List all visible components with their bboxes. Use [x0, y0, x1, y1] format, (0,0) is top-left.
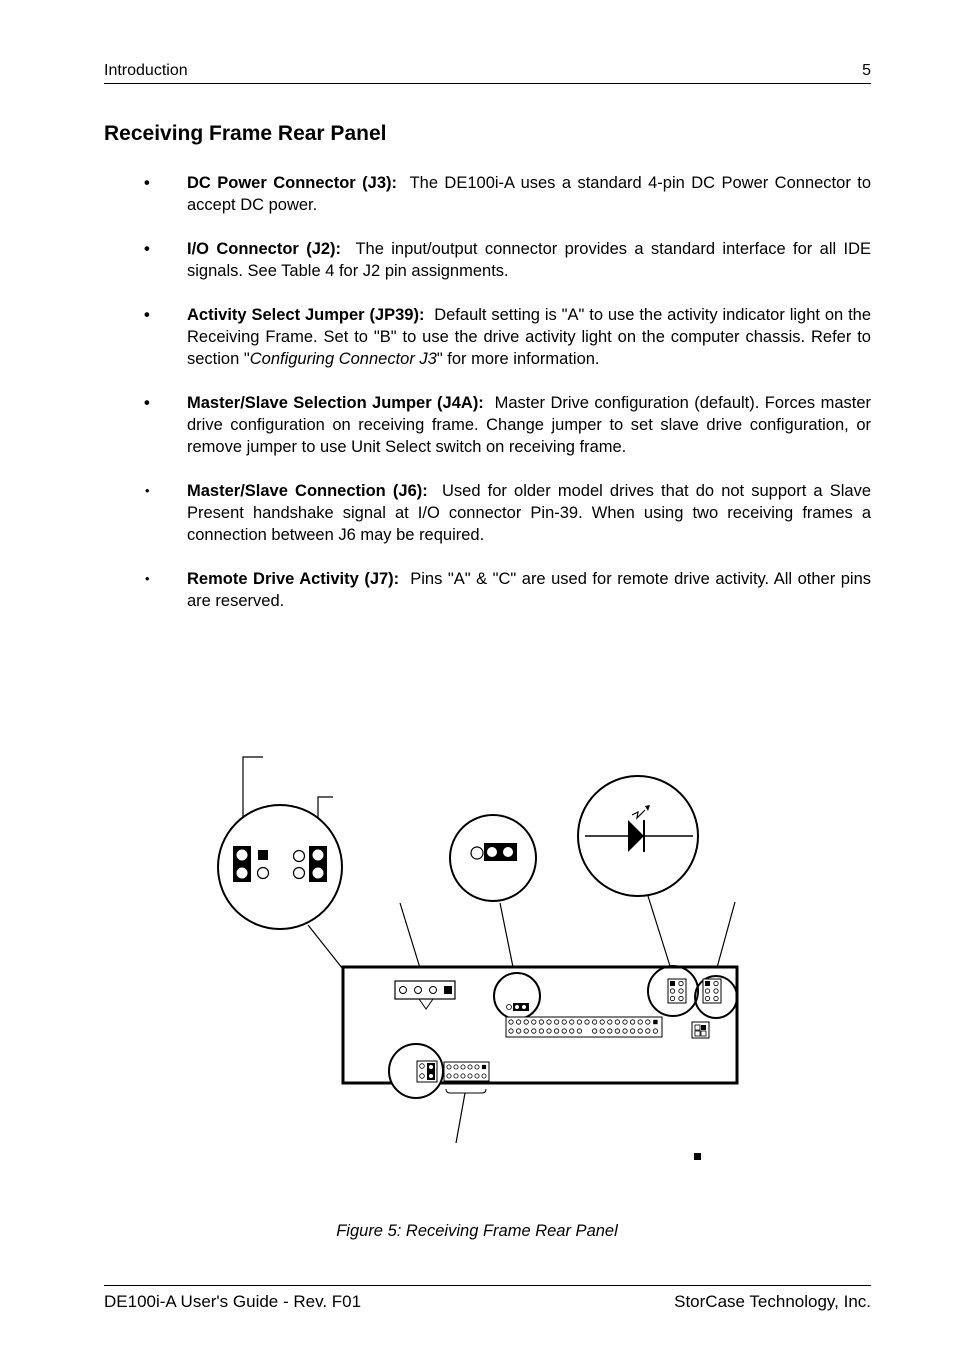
connector-pin — [539, 1020, 543, 1024]
connector-pin — [547, 1029, 551, 1033]
list-item — [104, 568, 871, 612]
connector-pin — [630, 1029, 634, 1033]
list-item — [104, 392, 871, 458]
callout-line-led — [648, 896, 670, 966]
item-term: Activity Select Jumper (JP39): — [187, 306, 425, 324]
callout-line-j2 — [456, 1093, 465, 1143]
bullet-icon: • — [144, 306, 150, 324]
item-text: Default setting is "A" to use the activity indicator light on the Receiving Frame. Set to "B" to use the drive activity light on the computer chassis. Refer to section " — [187, 306, 872, 368]
unit-select-switch — [692, 1022, 709, 1038]
connector-pin — [615, 1029, 619, 1033]
footer-right: StorCase Technology, Inc. — [674, 1292, 871, 1311]
page-footer — [104, 1285, 871, 1311]
connector-pin — [600, 1029, 604, 1033]
callout-line-jp39 — [500, 903, 514, 972]
connector-pin — [608, 1020, 612, 1024]
connector-pin — [554, 1020, 558, 1024]
connector-pin — [653, 1029, 657, 1033]
item-term: I/O Connector (J2): — [187, 240, 342, 258]
connector-pin — [577, 1029, 581, 1033]
connector-pin — [585, 1020, 589, 1024]
item-text-end: " for more information. — [436, 350, 600, 368]
jumper-j4a-small — [389, 1044, 443, 1098]
magnified-jumper-j4a — [218, 805, 342, 929]
bullet-icon: • — [145, 483, 150, 498]
connector-pin — [447, 1074, 451, 1078]
connector-pin — [646, 1029, 650, 1033]
connector-pin — [623, 1029, 627, 1033]
io-connector-j2 — [506, 1017, 662, 1037]
item-term: DC Power Connector (J3): — [187, 174, 397, 192]
item-term: Master/Slave Selection Jumper (J4A): — [187, 394, 484, 412]
connector-pin — [646, 1020, 650, 1024]
rear-panel-diagram — [0, 740, 954, 1190]
connector-pin — [468, 1065, 472, 1069]
connector-pin — [468, 1074, 472, 1078]
item-text: Used for older model drives that do not support a Slave Present handshake signal at I/O connector Pin-39. When using two receiving frames a connection between J6 may be required. — [187, 482, 872, 544]
list-item — [104, 172, 871, 216]
connector-pin — [447, 1065, 451, 1069]
connector-pin — [532, 1020, 536, 1024]
connector-pin — [454, 1074, 458, 1078]
section-title: Receiving Frame Rear Panel — [104, 122, 387, 145]
list-item — [104, 304, 871, 370]
page-number: 5 — [862, 62, 871, 79]
bullet-icon: • — [144, 394, 150, 412]
connector-pin — [570, 1029, 574, 1033]
connector-pin — [562, 1029, 566, 1033]
pin-header-2x6 — [444, 1062, 489, 1093]
connector-pin — [482, 1065, 486, 1069]
header-section: Introduction — [104, 62, 188, 79]
connector-pin — [638, 1029, 642, 1033]
connector-pin — [592, 1029, 596, 1033]
rear-panel-figure — [0, 740, 954, 1190]
connector-pin — [524, 1020, 528, 1024]
page-header — [104, 61, 871, 84]
item-text: Master Drive configuration (default). Forces master drive configuration on receiving frame. Change jumper to set slave drive configuration, or remove jumper to use Unit Select switch on receiving frame. — [187, 394, 872, 456]
bullet-icon: • — [145, 571, 150, 586]
connector-pin — [461, 1074, 465, 1078]
connector-pin — [554, 1029, 558, 1033]
connector-pin — [509, 1029, 513, 1033]
bullet-icon: • — [144, 174, 150, 192]
item-text-italic: Configuring Connector J3 — [249, 350, 437, 368]
connector-pin — [653, 1020, 657, 1024]
marker-square — [694, 1153, 701, 1160]
connector-pin — [524, 1029, 528, 1033]
connector-pin — [516, 1020, 520, 1024]
list-item — [104, 238, 871, 282]
connector-pin — [532, 1029, 536, 1033]
callout-line-j7 — [715, 902, 735, 975]
connector-pin — [509, 1020, 513, 1024]
connector-pin — [623, 1020, 627, 1024]
magnified-jumper-jp39 — [450, 815, 536, 901]
connector-pin — [482, 1074, 486, 1078]
connector-pin — [630, 1020, 634, 1024]
bullet-list — [104, 172, 871, 634]
connector-pin — [547, 1020, 551, 1024]
connector-pin — [577, 1020, 581, 1024]
magnified-led-icon — [578, 776, 698, 896]
connector-pin — [615, 1020, 619, 1024]
item-text: The DE100i-A uses a standard 4-pin DC Power Connector to accept DC power. — [187, 174, 872, 214]
connector-pin — [516, 1029, 520, 1033]
connector-pin — [600, 1020, 604, 1024]
connector-pin — [608, 1029, 612, 1033]
bullet-icon: • — [144, 240, 150, 258]
connector-pin — [562, 1020, 566, 1024]
connector-pin — [454, 1065, 458, 1069]
connector-pin — [475, 1074, 479, 1078]
item-term: Master/Slave Connection (J6): — [187, 482, 428, 500]
footer-left: DE100i-A User's Guide - Rev. F01 — [104, 1292, 362, 1311]
item-term: Remote Drive Activity (J7): — [187, 570, 400, 588]
list-item — [104, 480, 871, 546]
connector-pin — [570, 1020, 574, 1024]
item-text: The input/output connector provides a standard interface for all IDE signals. See Table 4 for J2 pin assignments. — [187, 240, 872, 280]
item-text: Pins "A" & "C" are used for remote drive activity. All other pins are reserved. — [187, 570, 872, 610]
connector-pin — [475, 1065, 479, 1069]
connector-pin — [461, 1065, 465, 1069]
figure-caption: Figure 5: Receiving Frame Rear Panel — [336, 1222, 618, 1240]
connector-pin — [539, 1029, 543, 1033]
connector-pin — [592, 1020, 596, 1024]
connector-pin — [638, 1020, 642, 1024]
